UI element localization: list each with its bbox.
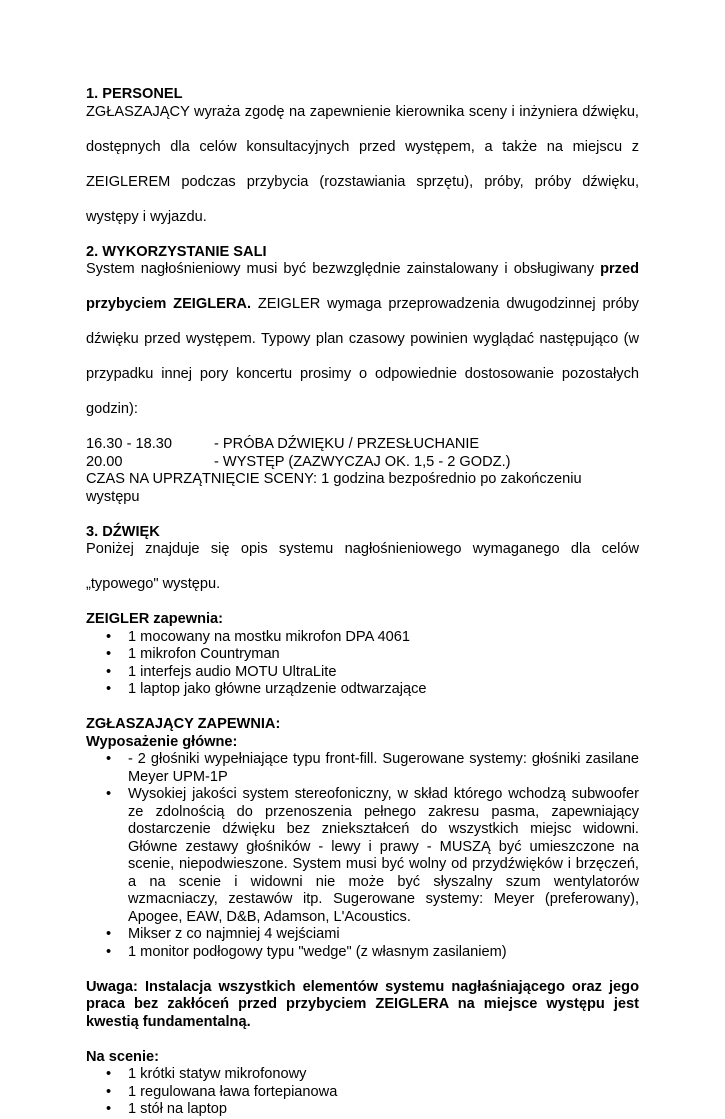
section-3-line: „typowego" występu. [86,576,221,592]
section-1-heading: 1. PERSONEL [86,86,183,102]
list-item-text: 1 interfejs audio MOTU UltraLite [128,663,337,680]
on-stage-heading: Na scenie: [86,1048,160,1065]
section-2-text: ZEIGLER wymaga przeprowadzenia dwugodzinnej próby [251,296,639,312]
list-item [86,681,639,699]
section-2-line: dźwięku przed występem. Typowy plan czasowy powinien wyglądać następująco (w [86,331,639,347]
section-2-line: przypadku innej pory koncertu prosimy o odpowiednie dostosowanie pozostałych [86,366,639,382]
list-item-text: 1 mocowany na mostku mikrofon DPA 4061 [128,628,411,645]
section-2-line [86,261,639,296]
zeigler-provides-heading: ZEIGLER zapewnia: [86,611,224,627]
section-1-line: dostępnych dla celów konsultacyjnych przed występem, a także na miejscu z [86,138,639,155]
bullet-icon: • [106,1101,112,1117]
applicant-provides-heading: ZGŁASZAJĄCY ZAPEWNIA: [86,716,281,732]
list-item [86,926,639,944]
list-item [86,664,639,682]
applicant-provides-list [86,751,639,961]
bullet-icon: • [106,926,112,942]
list-item [86,1066,639,1084]
list-item [86,944,639,962]
section-2-line [86,296,639,331]
cleanup-time: CZAS NA UPRZĄTNIĘCIE SCENY: 1 godzina bezpośrednio po zakończeniu występu [86,471,582,505]
list-item-text: 1 regulowana ława fortepianowa [128,1083,338,1100]
bullet-icon: • [106,681,112,697]
section-1-line: ZGŁASZAJĄCY wyraża zgodę na zapewnienie kierownika sceny i inżyniera dźwięku, [86,103,639,120]
bullet-icon: • [106,943,112,960]
section-2-text: System nagłośnieniowy musi być bezwzględnie zainstalowany i obsługiwany [86,261,601,277]
on-stage-list [86,1066,639,1119]
list-item-text: 1 mikrofon Countryman [128,646,280,662]
list-item-text: 1 monitor podłogowy typu "wedge" (z własnym zasilaniem) [128,943,507,960]
section-3-line: Poniżej znajduje się opis systemu nagłośnieniowego wymaganego dla celów [86,541,639,557]
section-2-bold-text: przed [600,261,639,277]
schedule-description: - WYSTĘP (ZAZWYCZAJ OK. 1,5 - 2 GODZ.) [214,453,511,470]
section-2-line: godzin): [86,401,138,417]
list-item [86,629,639,647]
list-item-text: 1 stół na laptop [128,1101,227,1117]
section-1-line: występy i wyjazdu. [86,208,207,225]
list-item [86,751,639,786]
zeigler-provides-list [86,629,639,699]
bullet-icon: • [106,628,112,645]
section-1-line: ZEIGLEREM podczas przybycia (rozstawiania sprzętu), próby, próby dźwięku, [86,173,639,190]
schedule-time: 16.30 - 18.30 [86,436,173,452]
list-item [86,646,639,664]
section-2-bold-text: przybyciem ZEIGLERA. [86,296,251,312]
schedule-row [86,436,639,454]
section-3-heading: 3. DŹWIĘK [86,523,160,540]
bullet-icon: • [106,646,112,662]
bullet-icon: • [106,1083,112,1100]
list-item [86,1084,639,1102]
list-item-text: Mikser z co najmniej 4 wejściami [128,926,340,942]
bullet-icon: • [106,786,112,802]
list-item [86,1101,639,1119]
bullet-icon: • [106,663,112,680]
list-item-text: 1 laptop jako główne urządzenie odtwarzające [128,681,427,697]
section-2-heading: 2. WYKORZYSTANIE SALI [86,243,267,260]
list-item-text: Wysokiej jakości system stereofoniczny, w skład którego wchodzą subwoofer ze zdolnością do przenoszenia pełnego zakresu pasma, zapewniający dostarczenie dźwięku bez zniekształceń do wszystkich miejsc widowni. Główne zestawy głośników - lewy i prawy - MUSZĄ być umieszczone na scenie, niepodwieszone. System musi być wolny od przydźwięków i brzęczeń, a na scenie i widowni nie może być słyszalny szum wentylatorów wzmacniaczy, zestawów itp. Sugerowane systemy: Meyer (preferowany), Apogee, EAW, D&B, Adamson, L'Acoustics. [128,786,639,925]
important-note: Uwaga: Instalacja wszystkich elementów systemu nagłaśniającego oraz jego praca bez zakłóceń przed przybyciem ZEIGLERA na miejsce występu jest kwestią fundamentalną. [86,978,639,1030]
list-item [86,786,639,926]
schedule-description: - PRÓBA DŹWIĘKU / PRZESŁUCHANIE [214,436,480,452]
document-body [86,86,639,1119]
main-equipment-subheading: Wyposażenie główne: [86,733,238,750]
list-item-text: - 2 głośniki wypełniające typu front-fill. Sugerowane systemy: głośniki zasilane Meyer UPM-1P [128,751,639,785]
list-item-text: 1 krótki statyw mikrofonowy [128,1066,307,1082]
schedule-time: 20.00 [86,453,123,470]
bullet-icon: • [106,1066,112,1082]
bullet-icon: • [106,751,112,767]
schedule-row [86,454,639,472]
